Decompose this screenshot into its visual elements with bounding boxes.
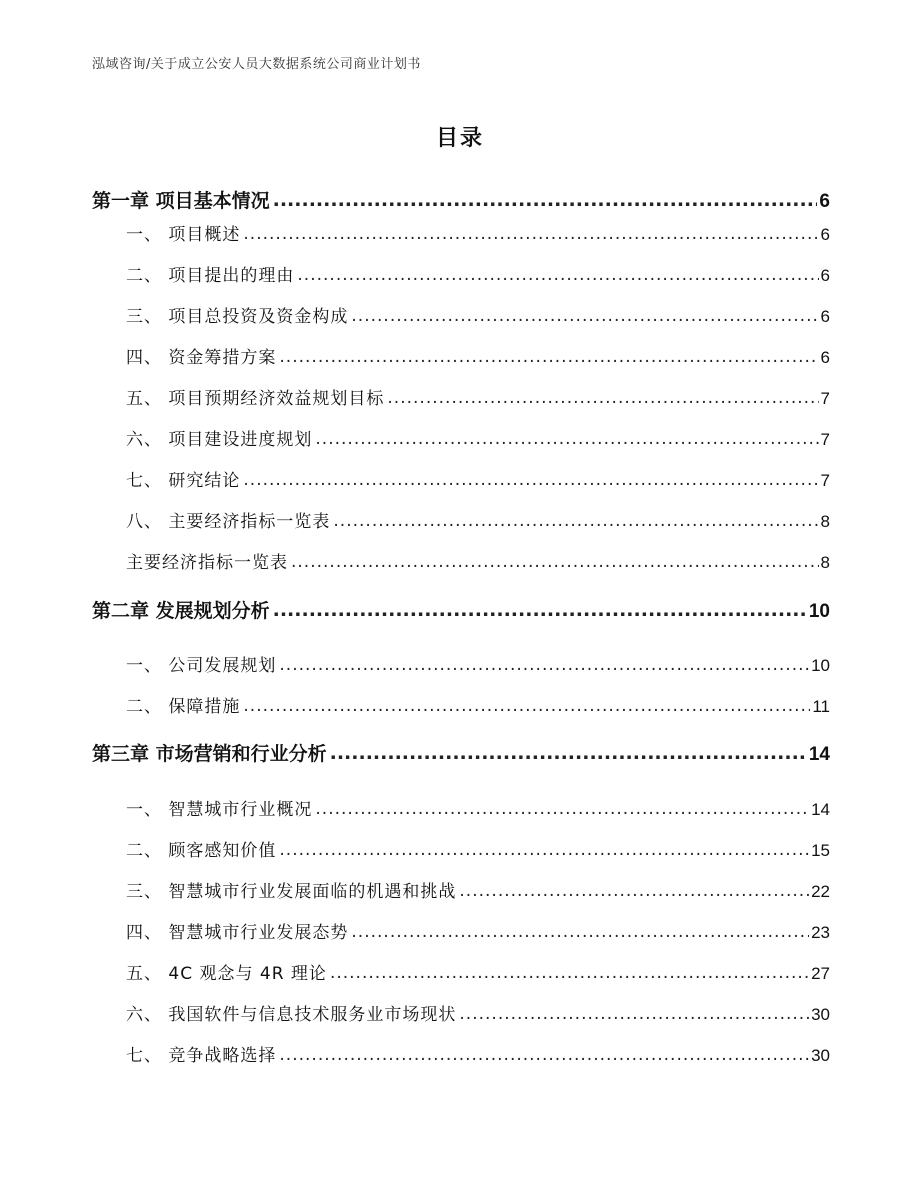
toc-entry-label: 一、 智慧城市行业概况 (126, 800, 313, 820)
toc-leader-dots (315, 429, 818, 449)
toc-leader-dots (279, 347, 818, 367)
toc-section[interactable] (126, 877, 830, 902)
toc-leader-dots (279, 1045, 809, 1065)
toc-section[interactable] (126, 1000, 830, 1025)
toc-entry-label: 二、 顾客感知价值 (126, 841, 277, 861)
toc-leader-dots (273, 189, 818, 211)
toc-section[interactable] (126, 651, 830, 676)
toc-section[interactable] (126, 343, 830, 368)
toc-leader-dots (297, 265, 818, 285)
toc-page-number: 22 (811, 882, 830, 901)
toc-section[interactable] (126, 795, 830, 820)
toc-page-number: 14 (811, 800, 830, 819)
toc-leader-dots (330, 963, 809, 983)
toc-leader-dots (330, 742, 807, 764)
toc-page-number: 27 (811, 964, 830, 983)
toc-leader-dots (279, 840, 809, 860)
toc-entry-label: 一、 项目概述 (126, 225, 241, 245)
toc-chapter-1[interactable] (92, 186, 830, 213)
toc-leader-dots (273, 599, 807, 621)
toc-section[interactable] (126, 425, 830, 450)
toc-page-number: 23 (811, 923, 830, 942)
toc-page-number: 6 (820, 225, 830, 244)
toc-section[interactable] (126, 302, 830, 327)
toc-entry-label: 二、 保障措施 (126, 697, 241, 717)
toc-leader-dots (351, 306, 818, 326)
running-header: 泓域咨询/关于成立公安人员大数据系统公司商业计划书 (92, 57, 421, 72)
toc-section[interactable] (126, 261, 830, 286)
toc-leader-dots (459, 881, 809, 901)
toc-leader-dots (333, 511, 818, 531)
toc-page-number: 14 (808, 744, 830, 765)
toc-entry-label: 主要经济指标一览表 (126, 553, 288, 573)
toc-entry-label: 八、 主要经济指标一览表 (126, 512, 331, 532)
toc-leader-dots (387, 388, 818, 408)
toc-page-number: 6 (820, 307, 830, 326)
toc-section[interactable] (126, 548, 830, 573)
toc-leader-dots (243, 224, 818, 244)
toc-page-number: 7 (820, 471, 830, 490)
toc-leader-dots (243, 696, 810, 716)
toc-entry-label: 三、 项目总投资及资金构成 (126, 307, 349, 327)
toc-page-number: 30 (811, 1005, 830, 1024)
toc-page-number: 10 (811, 656, 830, 675)
toc-entry-label: 六、 项目建设进度规划 (126, 430, 313, 450)
toc-page-number: 8 (820, 512, 830, 531)
toc-page-number: 30 (811, 1046, 830, 1065)
toc-leader-dots (291, 552, 819, 572)
toc-leader-dots (243, 470, 818, 490)
toc-page-number: 7 (820, 430, 830, 449)
toc-page-number: 11 (812, 697, 830, 716)
toc-entry-label: 二、 项目提出的理由 (126, 266, 295, 286)
toc-entry-label: 四、 资金筹措方案 (126, 348, 277, 368)
toc-leader-dots (459, 1004, 809, 1024)
toc-entry-label: 一、 公司发展规划 (126, 656, 277, 676)
toc-title: 目录 (435, 126, 484, 151)
toc-entry-label: 三、 智慧城市行业发展面临的机遇和挑战 (126, 882, 457, 902)
toc-chapter-2[interactable] (92, 596, 830, 623)
toc-section[interactable] (126, 836, 830, 861)
toc-section[interactable] (126, 384, 830, 409)
toc-entry-label: 第二章 发展规划分析 (92, 600, 270, 622)
toc-entry-label: 第三章 市场营销和行业分析 (92, 743, 327, 765)
toc-entry-label: 五、 4C 观念与 4R 理论 (126, 964, 327, 984)
toc-leader-dots (351, 922, 809, 942)
toc-chapter-3[interactable] (92, 739, 830, 766)
toc-leader-dots (315, 799, 809, 819)
toc-page-number: 15 (811, 841, 830, 860)
toc-page-number: 7 (820, 389, 830, 408)
toc-page-number: 6 (820, 348, 830, 367)
toc-leader-dots (279, 655, 809, 675)
toc-section[interactable] (126, 959, 830, 984)
toc-entry-label: 七、 竞争战略选择 (126, 1046, 277, 1066)
toc-section[interactable] (126, 507, 830, 532)
toc-entry-label: 四、 智慧城市行业发展态势 (126, 923, 349, 943)
toc-section[interactable] (126, 692, 830, 717)
toc-entry-label: 七、 研究结论 (126, 471, 241, 491)
toc-entry-label: 第一章 项目基本情况 (92, 190, 270, 212)
toc-section[interactable] (126, 918, 830, 943)
toc-section[interactable] (126, 466, 830, 491)
toc-section[interactable] (126, 220, 830, 245)
toc-page-number: 10 (808, 601, 830, 622)
toc-entry-label: 六、 我国软件与信息技术服务业市场现状 (126, 1005, 457, 1025)
toc-page-number: 6 (819, 191, 830, 212)
toc-entry-label: 五、 项目预期经济效益规划目标 (126, 389, 385, 409)
toc-section[interactable] (126, 1041, 830, 1066)
toc-page-number: 8 (820, 553, 830, 572)
toc-page-number: 6 (820, 266, 830, 285)
